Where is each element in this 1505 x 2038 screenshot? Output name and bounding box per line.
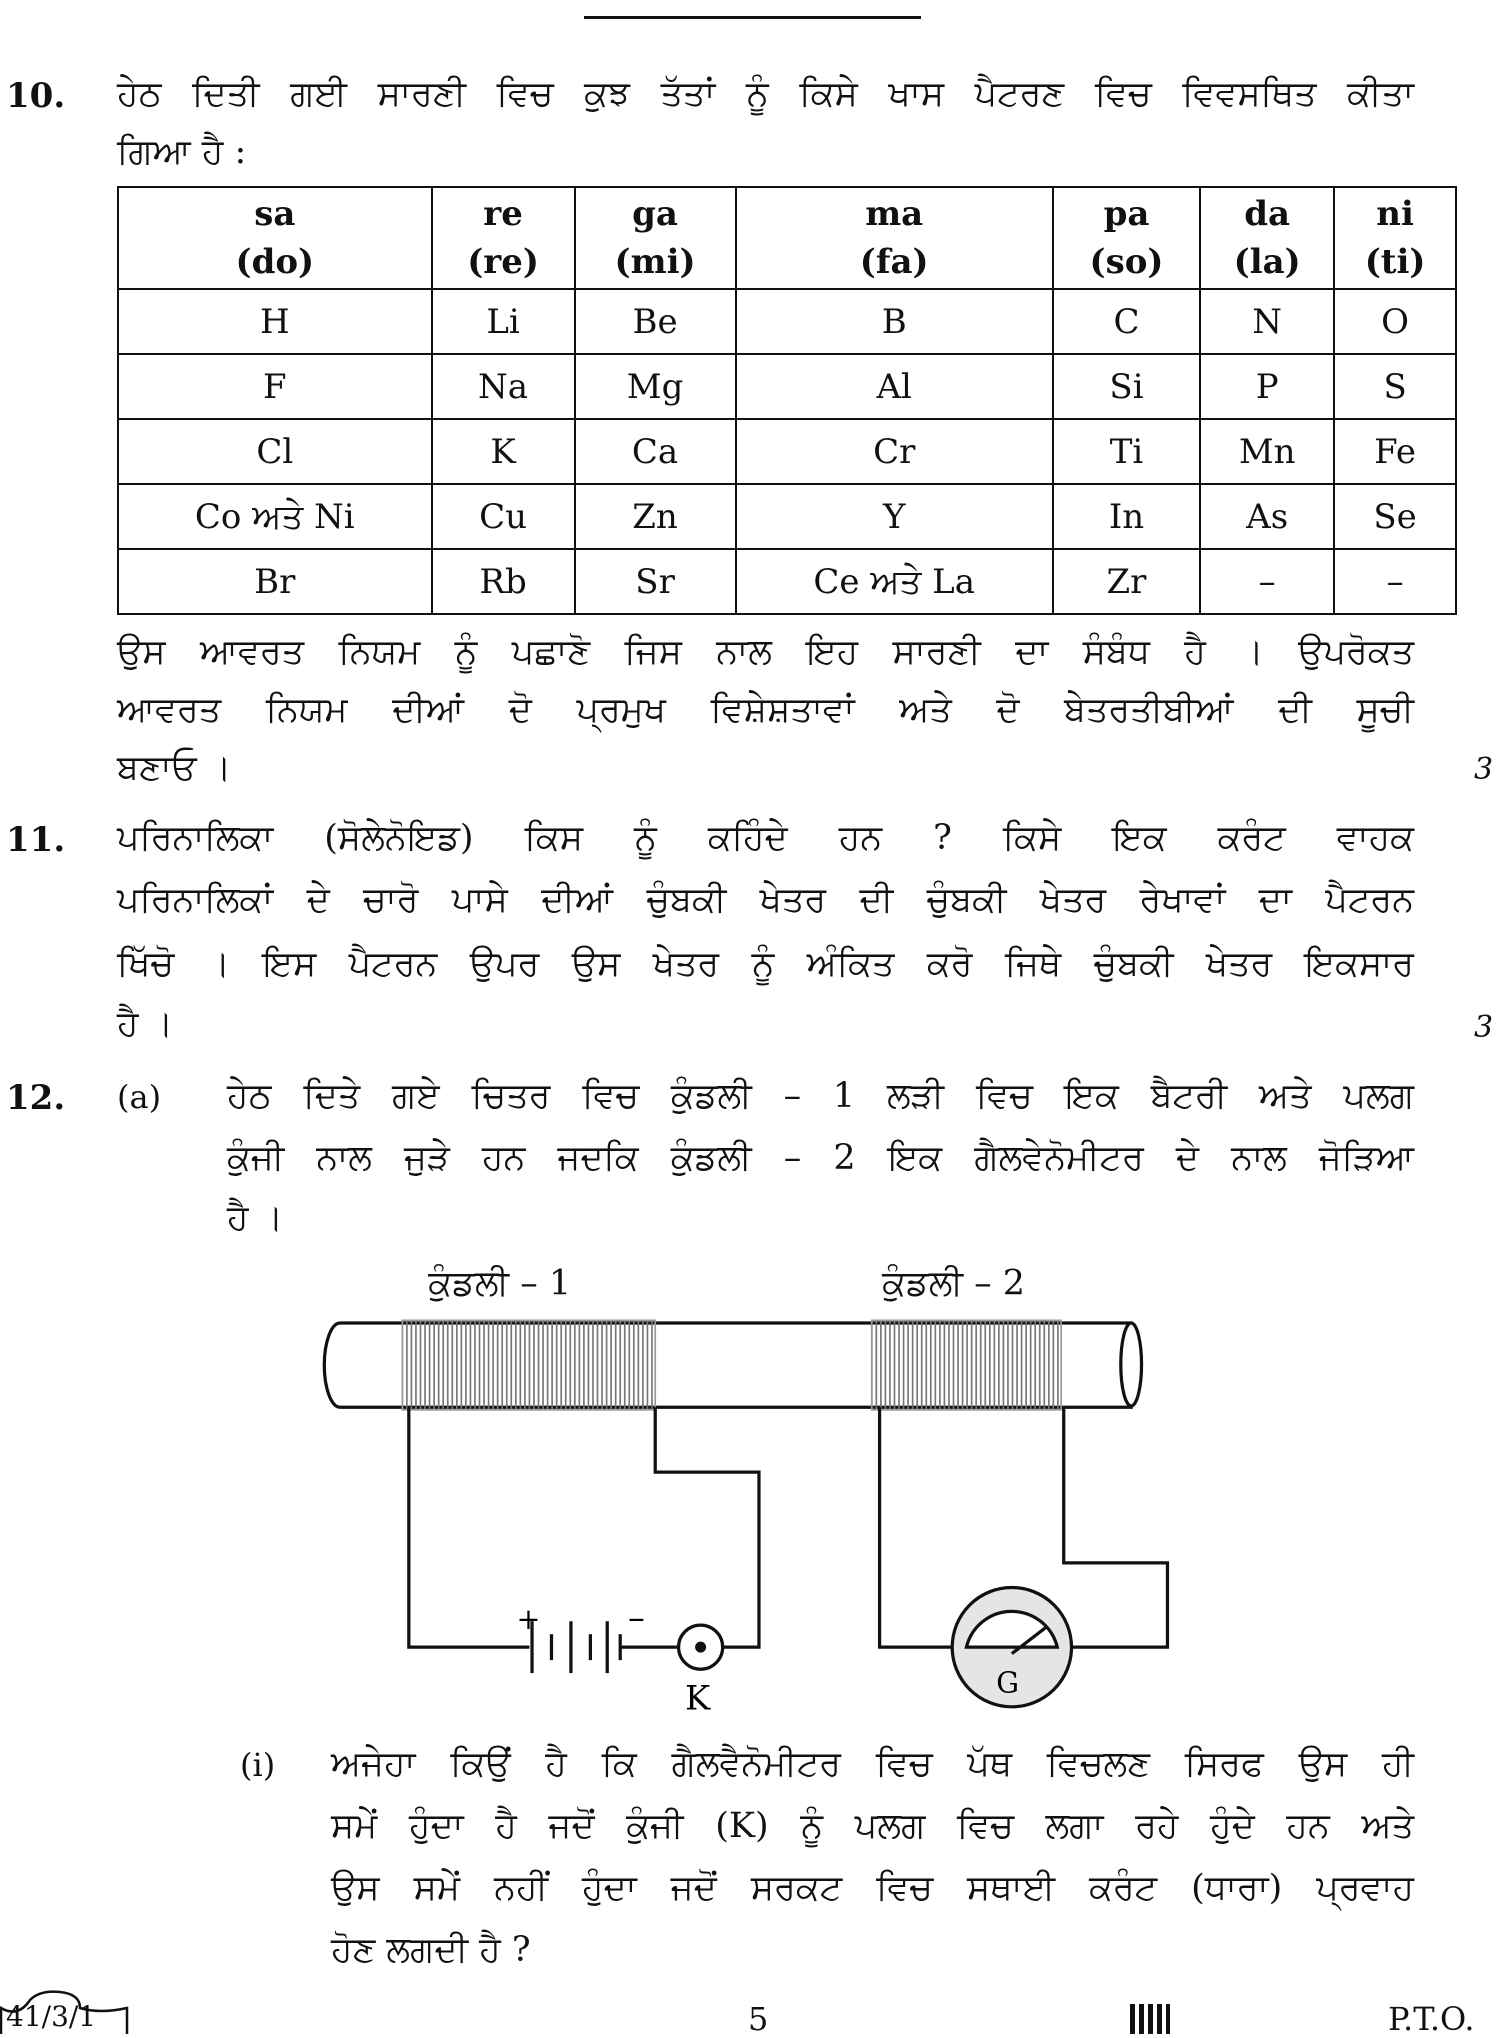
header-text: (do): [235, 242, 315, 282]
table-row: [118, 419, 1456, 484]
table-header-cell: [1053, 187, 1200, 289]
table-cell: C: [1053, 289, 1200, 354]
table-cell: Ca: [575, 419, 736, 484]
header-text: re: [483, 194, 523, 234]
table-cell: As: [1200, 484, 1334, 549]
table-cell: Cr: [736, 419, 1053, 484]
table-cell: F: [118, 354, 432, 419]
paper-code: 41/3/1: [6, 2000, 97, 2033]
table-cell: K: [432, 419, 575, 484]
coil-1-label: ਕੁੰਡਲੀ – 1: [428, 1263, 572, 1304]
table-cell: Fe: [1334, 419, 1456, 484]
coil-circuit-diagram: [318, 1262, 1174, 1712]
header-text: (la): [1233, 242, 1301, 282]
q11-line: ਪਰਿਨਾਲਿਕਾਂ ਦੇ ਚਾਰੋ ਪਾਸੇ ਦੀਆਂ ਚੁੰਬਕੀ ਖੇਤਰ ਦੀ ਚੁੰਬਕੀ ਖੇਤਰ ਰੇਖਾਵਾਂ ਦਾ ਪੈਟਰਨ: [117, 880, 1414, 920]
table-header-row: [118, 187, 1456, 289]
header-text: ga: [632, 194, 678, 234]
table-cell: Na: [432, 354, 575, 419]
question-12-number: 12.: [6, 1078, 66, 1118]
table-header-cell: [118, 187, 432, 289]
galvanometer-label: G: [996, 1666, 1020, 1700]
table-cell: Cl: [118, 419, 432, 484]
q10-intro-line: ਗਿਆ ਹੈ :: [117, 132, 247, 172]
table-header-cell: [575, 187, 736, 289]
table-cell: N: [1200, 289, 1334, 354]
table-cell: Se: [1334, 484, 1456, 549]
table-cell: Al: [736, 354, 1053, 419]
question-11-number: 11.: [6, 820, 66, 860]
question-10-number: 10.: [6, 76, 66, 116]
header-text: sa: [254, 194, 296, 234]
header-text: (mi): [614, 242, 696, 282]
q12i-line: ਹੋਣ ਲਗਦੀ ਹੈ ?: [331, 1930, 531, 1970]
table-cell: B: [736, 289, 1053, 354]
table-cell: In: [1053, 484, 1200, 549]
battery-icon: [532, 1621, 620, 1673]
q12i-line: ਸਮੇਂ ਹੁੰਦਾ ਹੈ ਜਦੋਂ ਕੁੰਜੀ (K) ਨੂੰ ਪਲਗ ਵਿਚ ਲਗਾ ਰਹੇ ਹੁੰਦੇ ਹਨ ਅਤੇ: [331, 1806, 1414, 1846]
battery-plus: +: [516, 1603, 541, 1637]
table-cell: Y: [736, 484, 1053, 549]
coil-2-label: ਕੁੰਡਲੀ – 2: [882, 1263, 1026, 1304]
q11-line: ਪਰਿਨਾਲਿਕਾ (ਸੋਲੇਨੋਇਡ) ਕਿਸ ਨੂੰ ਕਹਿੰਦੇ ਹਨ ? ਕਿਸੇ ਇਕ ਕਰੰਟ ਵਾਹਕ: [117, 818, 1414, 858]
table-cell: Mg: [575, 354, 736, 419]
header-text: ma: [865, 194, 924, 234]
q11-marks: 3: [1474, 1010, 1494, 1045]
header-text: (fa): [859, 242, 929, 282]
q12i-line: ਉਸ ਸਮੇਂ ਨਹੀਂ ਹੁੰਦਾ ਜਦੋਂ ਸਰਕਟ ਵਿਚ ਸਥਾਈ ਕਰੰਟ (ਧਾਰਾ) ਪ੍ਰਵਾਹ: [331, 1868, 1414, 1908]
q11-line: ਹੈ ।: [117, 1004, 174, 1044]
header-text: (so): [1089, 242, 1164, 282]
table-cell: Co ਅਤੇ Ni: [118, 484, 432, 549]
table-cell: –: [1200, 549, 1334, 614]
table-cell: Zn: [575, 484, 736, 549]
rod: [324, 1323, 1141, 1407]
table-cell: Rb: [432, 549, 575, 614]
table-cell: Be: [575, 289, 736, 354]
table-cell: P: [1200, 354, 1334, 419]
table-header-cell: [432, 187, 575, 289]
table-cell: S: [1334, 354, 1456, 419]
table-cell: Ti: [1053, 419, 1200, 484]
plug-key-icon: [679, 1625, 723, 1669]
table-cell: Sr: [575, 549, 736, 614]
table-cell: Ce ਅਤੇ La: [736, 549, 1053, 614]
qr-code-icon: [1130, 2004, 1170, 2034]
header-text: (ti): [1364, 242, 1426, 282]
header-text: (re): [467, 242, 539, 282]
pto-label: P.T.O.: [1388, 2000, 1475, 2038]
table-cell: Si: [1053, 354, 1200, 419]
header-text: ni: [1376, 194, 1414, 234]
page-number: 5: [748, 2000, 769, 2038]
q10-intro-line: ਹੇਠ ਦਿਤੀ ਗਈ ਸਾਰਣੀ ਵਿਚ ਕੁਝ ਤੱਤਾਂ ਨੂੰ ਕਿਸੇ ਖਾਸ ਪੈਟਰਣ ਵਿਚ ਵਿਵਸਥਿਤ ਕੀਤਾ: [117, 74, 1414, 114]
table-cell: –: [1334, 549, 1456, 614]
key-label: K: [685, 1678, 711, 1712]
top-rule: [584, 16, 921, 19]
q12a-line: ਹੈ ।: [227, 1198, 284, 1238]
table-cell: Zr: [1053, 549, 1200, 614]
q11-line: ਖਿੱਚੋ । ਇਸ ਪੈਟਰਨ ਉਪਰ ਉਸ ਖੇਤਰ ਨੂੰ ਅੰਕਿਤ ਕਰੋ ਜਿਥੇ ਚੁੰਬਕੀ ਖੇਤਰ ਇਕਸਾਰ: [117, 944, 1414, 984]
header-text: da: [1244, 194, 1291, 234]
q10-marks: 3: [1474, 752, 1494, 787]
q12i-line: ਅਜੇਹਾ ਕਿਉਂ ਹੈ ਕਿ ਗੈਲਵੈਨੋਮੀਟਰ ਵਿਚ ਪੱਥ ਵਿਚਲਣ ਸਿਰਫ ਉਸ ਹੀ: [331, 1744, 1414, 1784]
q12a-line: ਹੇਠ ਦਿਤੇ ਗਏ ਚਿਤਰ ਵਿਚ ਕੁੰਡਲੀ – 1 ਲੜੀ ਵਿਚ ਇਕ ਬੈਟਰੀ ਅਤੇ ਪਲਗ: [227, 1076, 1414, 1116]
q12-sub-i: (i): [240, 1746, 276, 1784]
table-header-cell: [1200, 187, 1334, 289]
table-cell: Li: [432, 289, 575, 354]
q12a-line: ਕੁੰਜੀ ਨਾਲ ਜੁੜੇ ਹਨ ਜਦਕਿ ਕੁੰਡਲੀ – 2 ਇਕ ਗੈਲਵੇਨੋਮੀਟਰ ਦੇ ਨਾਲ ਜੋੜਿਆ: [227, 1138, 1414, 1178]
table-cell: Cu: [432, 484, 575, 549]
table-row: [118, 549, 1456, 614]
table-row: [118, 354, 1456, 419]
q12-part-a: (a): [117, 1078, 162, 1116]
q10-question-line: ਉਸ ਆਵਰਤ ਨਿਯਮ ਨੂੰ ਪਛਾਣੋ ਜਿਸ ਨਾਲ ਇਹ ਸਾਰਣੀ ਦਾ ਸੰਬੰਧ ਹੈ । ਉਪਰੋਕਤ: [117, 632, 1414, 672]
header-text: pa: [1103, 194, 1150, 234]
table-cell: O: [1334, 289, 1456, 354]
table-cell: Br: [118, 549, 432, 614]
table-cell: H: [118, 289, 432, 354]
q10-question-line: ਬਣਾਓ ।: [117, 748, 232, 788]
q10-question-line: ਆਵਰਤ ਨਿਯਮ ਦੀਆਂ ਦੋ ਪ੍ਰਮੁਖ ਵਿਸ਼ੇਸ਼ਤਾਵਾਂ ਅਤੇ ਦੋ ਬੇਤਰਤੀਬੀਆਂ ਦੀ ਸੂਚੀ: [117, 690, 1414, 730]
battery-minus: –: [627, 1598, 645, 1638]
table-cell: Mn: [1200, 419, 1334, 484]
table-row: [118, 289, 1456, 354]
table-header-cell: [1334, 187, 1456, 289]
periodic-table: [117, 186, 1457, 615]
table-row: [118, 484, 1456, 549]
table-header-cell: [736, 187, 1053, 289]
